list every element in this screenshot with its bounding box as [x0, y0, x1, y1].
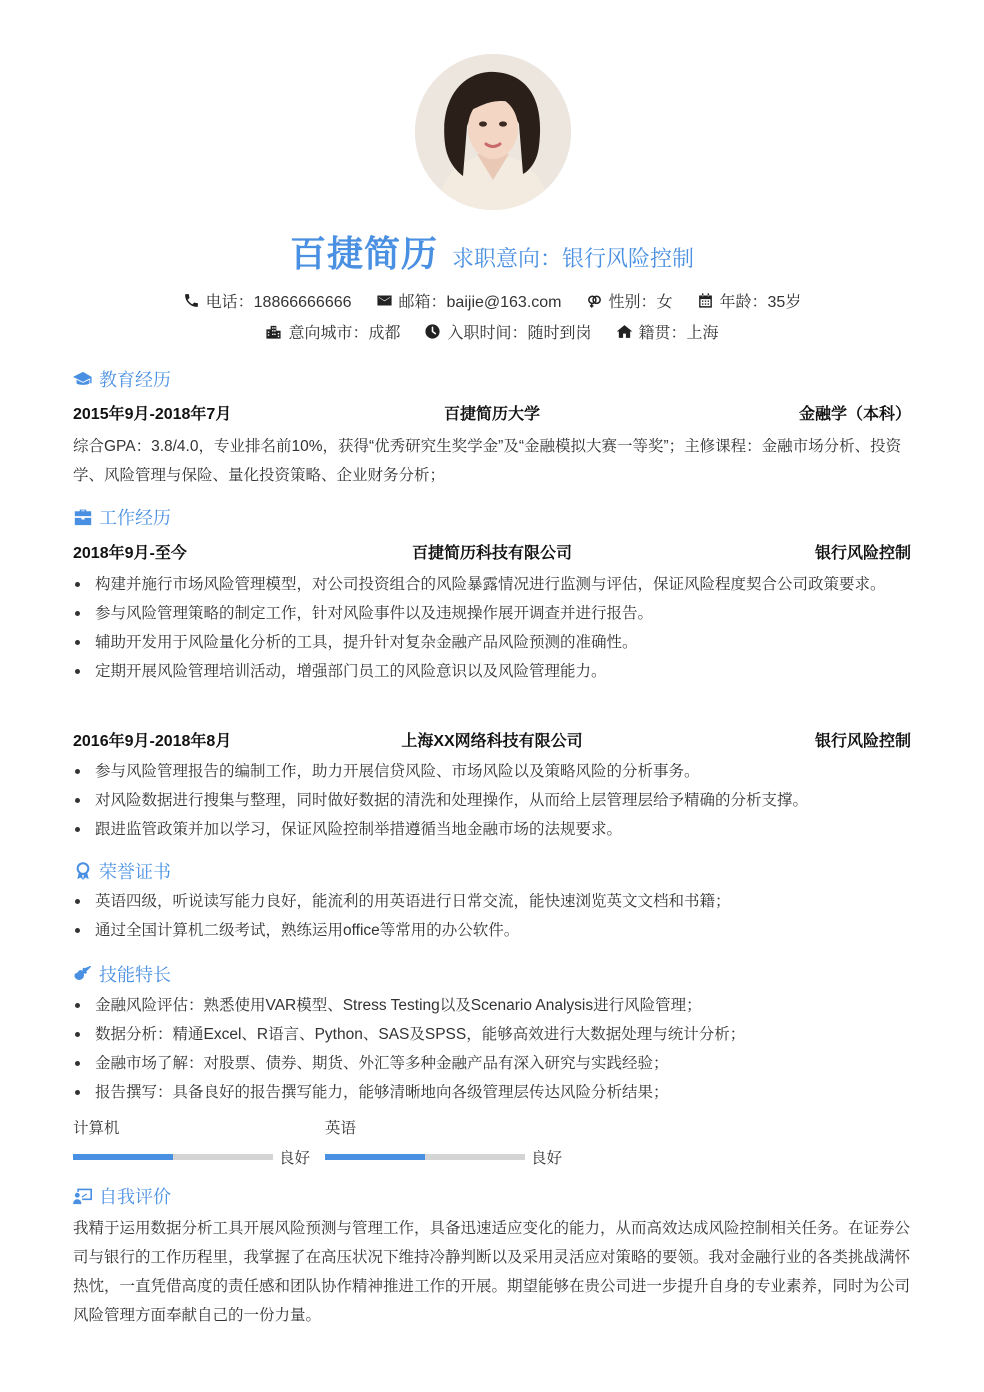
- info-age-text: 年龄：35岁: [719, 294, 802, 311]
- self-eval-section-title: [73, 1183, 171, 1209]
- honors-list: [73, 887, 911, 945]
- job-2-duties: [73, 757, 911, 844]
- job-row-2: [73, 728, 911, 751]
- avatar: [415, 54, 571, 210]
- job-1-role: 银行风险控制: [814, 545, 911, 562]
- self-eval-title-text: 自我评价: [99, 1187, 171, 1207]
- list-item: 金融风险评估：熟悉使用VAR模型、Stress Testing以及Scenario Analysis进行风险管理；: [73, 991, 911, 1020]
- skill-computer-track: [73, 1154, 273, 1160]
- skills-title-text: 技能特长: [99, 965, 171, 985]
- self-eval-text: 我精于运用数据分析工具开展风险预测与管理工作，具备迅速适应变化的能力，从而高效达成风险控制相关任务。在证券公司与银行的工作历程里，我掌握了在高压状况下维持冷静判断以及采用灵活应对策略的要领。我对金融行业的各类挑战满怀热忱，一直凭借高度的责任感和团队协作精神推进工作的开展。期望能够在贵公司进一步提升自身的专业素养，同时为公司风险管理方面奉献自己的一份力量。: [73, 1220, 911, 1324]
- job-2-role: 银行风险控制: [814, 733, 911, 750]
- skill-english-fill: [325, 1154, 425, 1160]
- home-icon: [616, 323, 633, 340]
- education-title-text: 教育经历: [99, 370, 171, 390]
- portrait-illustration: [415, 54, 571, 210]
- list-item: 定期开展风险管理培训活动，增强部门员工的风险意识以及风险管理能力。: [73, 657, 911, 686]
- list-item: 通过全国计算机二级考试，熟练运用office等常用的办公软件。: [73, 916, 911, 945]
- guitar-icon: [73, 965, 93, 983]
- info-start-time: [424, 320, 591, 343]
- info-hometown: [616, 320, 719, 343]
- job-row-1: [73, 540, 911, 563]
- skill-bar-english: [325, 1116, 565, 1168]
- candidate-name: 百捷简历: [289, 233, 438, 274]
- list-item: 金融市场了解：对股票、债券、期货、外汇等多种金融产品有深入研究与实践经验；: [73, 1049, 911, 1078]
- info-phone: [183, 289, 352, 312]
- skills-list: [73, 991, 911, 1107]
- list-item: 辅助开发用于风险量化分析的工具，提升针对复杂金融产品风险预测的准确性。: [73, 628, 911, 657]
- award-icon: [73, 862, 93, 880]
- info-city-text: 意向城市：成都: [288, 325, 401, 342]
- list-item: 参与风险管理报告的编制工作，助力开展信贷风险、市场风险以及策略风险的分析事务。: [73, 757, 911, 786]
- skill-english-label: 英语: [325, 1120, 357, 1137]
- honors-section-title: [73, 858, 171, 884]
- extra-info-row: [0, 320, 984, 343]
- skill-english-level: 良好: [531, 1150, 563, 1167]
- job-1-company: 百捷简历科技有限公司: [411, 545, 572, 562]
- skill-computer-level: 良好: [279, 1150, 311, 1167]
- clock-icon: [424, 323, 441, 340]
- job-2-company: 上海XX网络科技有限公司: [401, 733, 583, 750]
- education-major: 金融学（本科）: [798, 406, 911, 423]
- info-gender: [586, 289, 673, 312]
- contact-info-row: [0, 289, 984, 312]
- gender-icon: [586, 292, 603, 309]
- phone-icon: [183, 292, 200, 309]
- skill-computer-label: 计算机: [73, 1120, 120, 1137]
- education-school: 百捷简历大学: [443, 406, 540, 423]
- education-row: [73, 401, 911, 424]
- work-title-text: 工作经历: [99, 508, 171, 528]
- info-age: [697, 289, 802, 312]
- info-start-time-text: 入职时间：随时到岗: [447, 325, 592, 342]
- education-detail: 综合GPA：3.8/4.0，专业排名前10%，获得“优秀研究生奖学金”及“金融模拟大赛一等奖”；主修课程：金融市场分析、投资学、风险管理与保险、量化投资策略、企业财务分析；: [73, 438, 902, 484]
- list-item: 跟进监管政策并加以学习，保证风险控制举措遵循当地金融市场的法规要求。: [73, 815, 911, 844]
- work-section-title: [73, 504, 171, 530]
- list-item: 构建并施行市场风险管理模型，对公司投资组合的风险暴露情况进行监测与评估，保证风险程度契合公司政策要求。: [73, 570, 911, 599]
- education-section-title: [73, 366, 171, 392]
- briefcase-icon: [73, 508, 93, 526]
- presentation-icon: [73, 1187, 93, 1205]
- list-item: 对风险数据进行搜集与整理，同时做好数据的清洗和处理操作，从而给上层管理层给予精确的分析支撑。: [73, 786, 911, 815]
- job-2-period: 2016年9月-2018年8月: [73, 733, 232, 750]
- job-1-period: 2018年9月-至今: [73, 545, 187, 562]
- header-title-row: [0, 226, 984, 277]
- city-icon: [265, 323, 282, 340]
- honors-title-text: 荣誉证书: [99, 862, 171, 882]
- list-item: 英语四级，听说读写能力良好，能流利的用英语进行日常交流，能快速浏览英文文档和书籍；: [73, 887, 911, 916]
- job-intent: 求职意向：银行风险控制: [452, 246, 695, 271]
- mail-icon: [376, 292, 393, 309]
- calendar-icon: [697, 292, 714, 309]
- info-email-text: 邮箱：baijie@163.com: [398, 294, 562, 311]
- info-city: [265, 320, 400, 343]
- list-item: 参与风险管理策略的制定工作，针对风险事件以及违规操作展开调查并进行报告。: [73, 599, 911, 628]
- info-hometown-text: 籍贯：上海: [638, 325, 719, 342]
- graduation-cap-icon: [73, 370, 93, 388]
- list-item: 数据分析：精通Excel、R语言、Python、SAS及SPSS，能够高效进行大数据处理与统计分析；: [73, 1020, 911, 1049]
- skill-english-track: [325, 1154, 525, 1160]
- skill-bar-computer: [73, 1116, 313, 1168]
- list-item: 报告撰写：具备良好的报告撰写能力，能够清晰地向各级管理层传达风险分析结果；: [73, 1078, 911, 1107]
- info-email: [376, 289, 562, 312]
- info-gender-text: 性别：女: [608, 294, 673, 311]
- job-1-duties: [73, 570, 911, 686]
- info-phone-text: 电话：18866666666: [205, 294, 352, 311]
- skills-section-title: [73, 961, 171, 987]
- skill-computer-fill: [73, 1154, 173, 1160]
- education-period: 2015年9月-2018年7月: [73, 406, 232, 423]
